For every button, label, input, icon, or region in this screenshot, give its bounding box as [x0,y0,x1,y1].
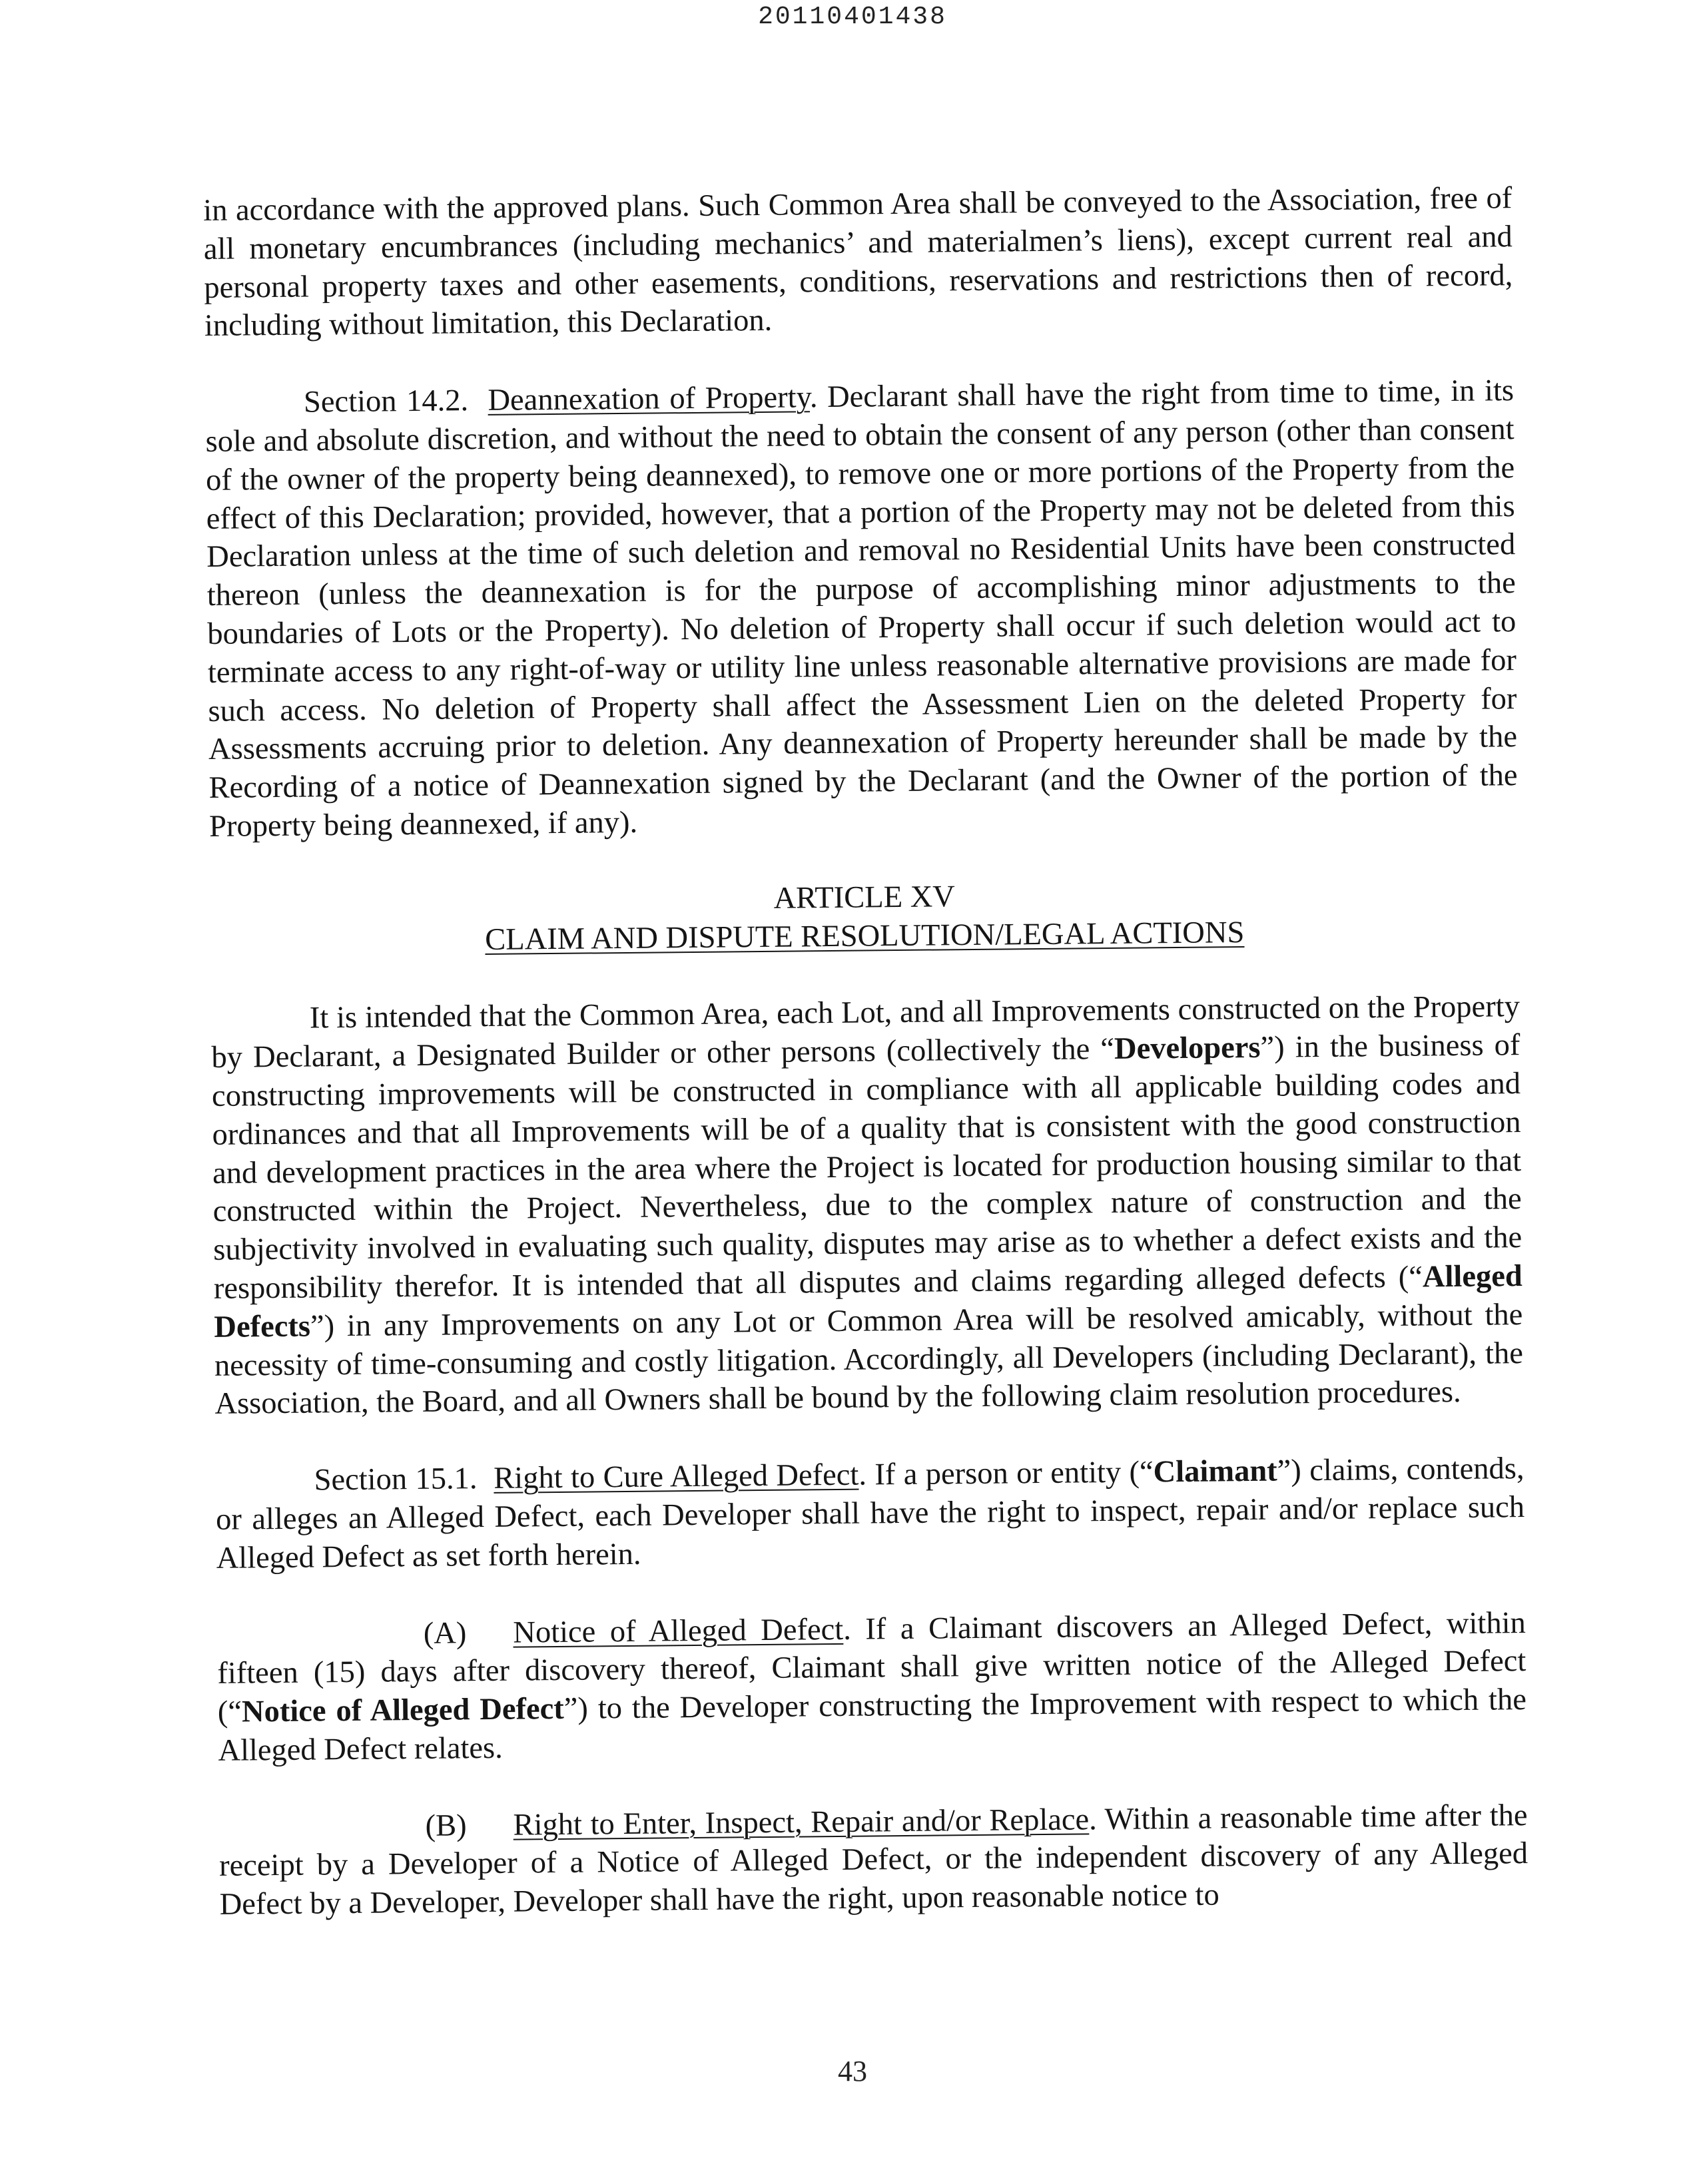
section-body: . If a person or entity (“ [858,1455,1154,1492]
section-title: Right to Cure Alleged Defect [494,1458,859,1496]
defined-term-notice: Notice of Alleged Defect [241,1691,565,1729]
article-heading [210,872,1519,961]
section-title: Deannexation of Property [488,380,811,418]
article-number: ARTICLE XV [773,879,956,916]
section-number: Section 15.1. [314,1462,478,1498]
section-body: . Declarant shall have the right from time to time, in its sole and absolute discretion, and without the need to obtain the consent of any person (other than consent of the owner of the property being deannexed), to remove one or more portions of the Property from the effect of this Declaration; provided, however, that a portion of the Property may not be deleted from this Declaration unless at the time of such deletion and removal no Residential Units have been constructed thereon (unless the deannexation is for the purpose of accomplishing minor adjustments to the boundaries of Lots or the Property). No deletion of Property shall occur if such deletion would act to terminate access to any right-of-way or utility line unless reasonable alternative provisions are made for such access. No deletion of Property shall affect the Assessment Lien on the deleted Property for Assessments accruing prior to deletion. Any deannexation of Property hereunder shall be made by the Recording of a notice of Deannexation signed by the Declarant (and the Owner of the portion of the Property being deannexed, if any). [205,374,1518,844]
section-15-1 [215,1450,1525,1577]
subsection-title: Notice of Alleged Defect [513,1612,844,1650]
defined-term-claimant: Claimant [1153,1454,1277,1490]
intro-text: ”) in any Improvements on any Lot or Common Area will be resolved amicably, without the necessity of time-consuming and costly litigation. Accordingly, all Developers (including Declarant), the Association, the Board, and all Owners shall be bound by the following claim resolution procedures. [214,1297,1524,1422]
page-number: 43 [838,2055,867,2087]
article-title: CLAIM AND DISPUTE RESOLUTION/LEGAL ACTIONS [485,915,1245,957]
subsection-body: . Within a reasonable time after the receipt by a Developer of a Notice of Alleged Defect, or the independent discovery of any Alleged Defect by a Developer, Developer shall have the right, upon reasonable notice to [218,1798,1529,1922]
intro-text: It is intended that the Common Area, each Lot, and all Improvements constructed on the Property by Declarant, a Designated Builder or other persons (collectively the “ [211,989,1521,1075]
defined-term-alleged-defects: Alleged Defects [214,1258,1523,1344]
subsection-label: (B) [425,1808,467,1843]
section-14-2 [205,372,1519,846]
paragraph-continuation: in accordance with the approved plans. Such Common Area shall be conveyed to the Association, free of all monetary encumbrances (including mechanics’ and materialmen’s liens), except current real and personal property taxes and other easements, conditions, reservations and restrictions then of record, including without limitation, this Declaration. [203,181,1513,344]
page-body [203,179,1529,1963]
subsection-body: . If a Claimant discovers an Alleged Defect, within fifteen (15) days after discovery thereof, Claimant shall give written notice of the Alleged Defect (“ [217,1605,1527,1729]
section-body: ”) claims, contends, or alleges an Alleged Defect, each Developer shall have the right to inspect, repair and/or replace such Alleged Defect as set forth herein. [215,1452,1525,1575]
article-intro [211,987,1524,1424]
subsection-a [217,1604,1527,1771]
subsection-b [218,1796,1529,1924]
section-number: Section 14.2. [303,384,469,419]
intro-text: ”) in the business of constructing improvements will be constructed in compliance with all applicable building codes and ordinances and that all Improvements will be of a quality that is consistent with the good construction and development practices in the area where the Project is located for production housing similar to that constructed within the Project. Nevertheless, due to the complex nature of construction and the subjectivity involved in evaluating such quality, disputes may arise as to whether a defect exists and the responsibility therefor. It is intended that all disputes and claims regarding alleged defects (“ [211,1028,1523,1306]
subsection-label: (A) [423,1615,467,1651]
subsection-title: Right to Enter, Inspect, Repair and/or Replace [513,1802,1090,1842]
document-number: 20110401438 [758,3,947,31]
defined-term-developers: Developers [1114,1030,1261,1067]
subsection-body: ”) to the Developer constructing the Improvement with respect to which the Alleged Defect relates. [218,1683,1527,1768]
